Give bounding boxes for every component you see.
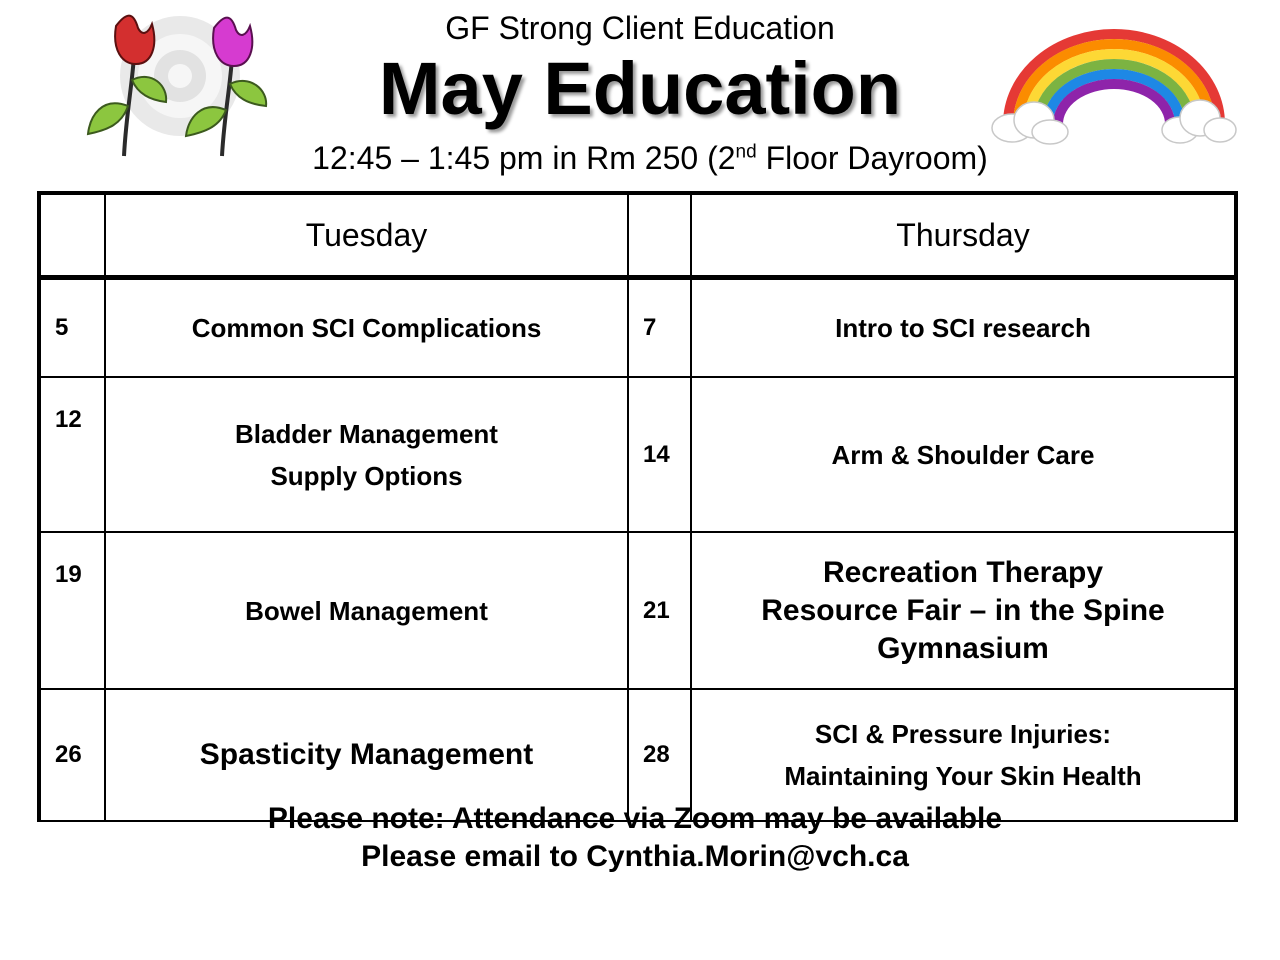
time-prefix: 12:45 – 1:45 pm in Rm 250 (2 <box>312 140 736 176</box>
tuesday-date: 26 <box>39 689 105 821</box>
time-superscript: nd <box>735 141 757 163</box>
header-blank-cell <box>628 193 691 278</box>
table-row <box>39 377 1236 532</box>
topic-line: Common SCI Complications <box>191 313 542 343</box>
topic-line: Maintaining Your Skin Health <box>784 761 1142 791</box>
zoom-note: Please note: Attendance via Zoom may be available <box>267 802 1003 835</box>
topic-line: Bladder Management <box>235 418 498 449</box>
session-time <box>0 140 1280 177</box>
thursday-topic <box>691 532 1236 689</box>
schedule-table <box>37 191 1238 822</box>
tuesday-topic <box>105 377 628 532</box>
thursday-date: 28 <box>628 689 691 821</box>
topic-line: Arm & Shoulder Care <box>831 439 1095 470</box>
page-title: May Education <box>378 47 902 130</box>
topic-line: Supply Options <box>270 460 463 491</box>
topic-line: SCI & Pressure Injuries: <box>814 719 1112 749</box>
table-row <box>39 278 1236 378</box>
tuesday-topic <box>105 278 628 378</box>
page-subtitle: GF Strong Client Education <box>445 10 835 46</box>
topic-line: Bowel Management <box>245 595 488 626</box>
thursday-topic <box>691 278 1236 378</box>
topic-line: Intro to SCI research <box>835 313 1091 343</box>
header-blank-cell <box>39 193 105 278</box>
footer-note <box>0 800 1270 876</box>
tuesday-date: 5 <box>39 278 105 378</box>
time-suffix: Floor Dayroom) <box>756 140 988 176</box>
tuesday-topic <box>105 532 628 689</box>
email-note: Please email to Cynthia.Morin@vch.ca <box>361 840 909 873</box>
thursday-date: 21 <box>628 532 691 689</box>
thursday-date: 7 <box>628 278 691 378</box>
thursday-date: 14 <box>628 377 691 532</box>
topic-line: Gymnasium <box>877 631 1049 665</box>
table-row <box>39 532 1236 689</box>
tuesday-header: Tuesday <box>105 193 628 278</box>
topic-line: Resource Fair – in the Spine <box>761 593 1165 627</box>
tuesday-date: 12 <box>39 377 105 532</box>
table-header-row <box>39 193 1236 278</box>
thursday-header: Thursday <box>691 193 1236 278</box>
tuesday-date: 19 <box>39 532 105 689</box>
topic-line: Spasticity Management <box>199 738 534 771</box>
topic-line: Recreation Therapy <box>822 555 1104 589</box>
thursday-topic <box>691 377 1236 532</box>
